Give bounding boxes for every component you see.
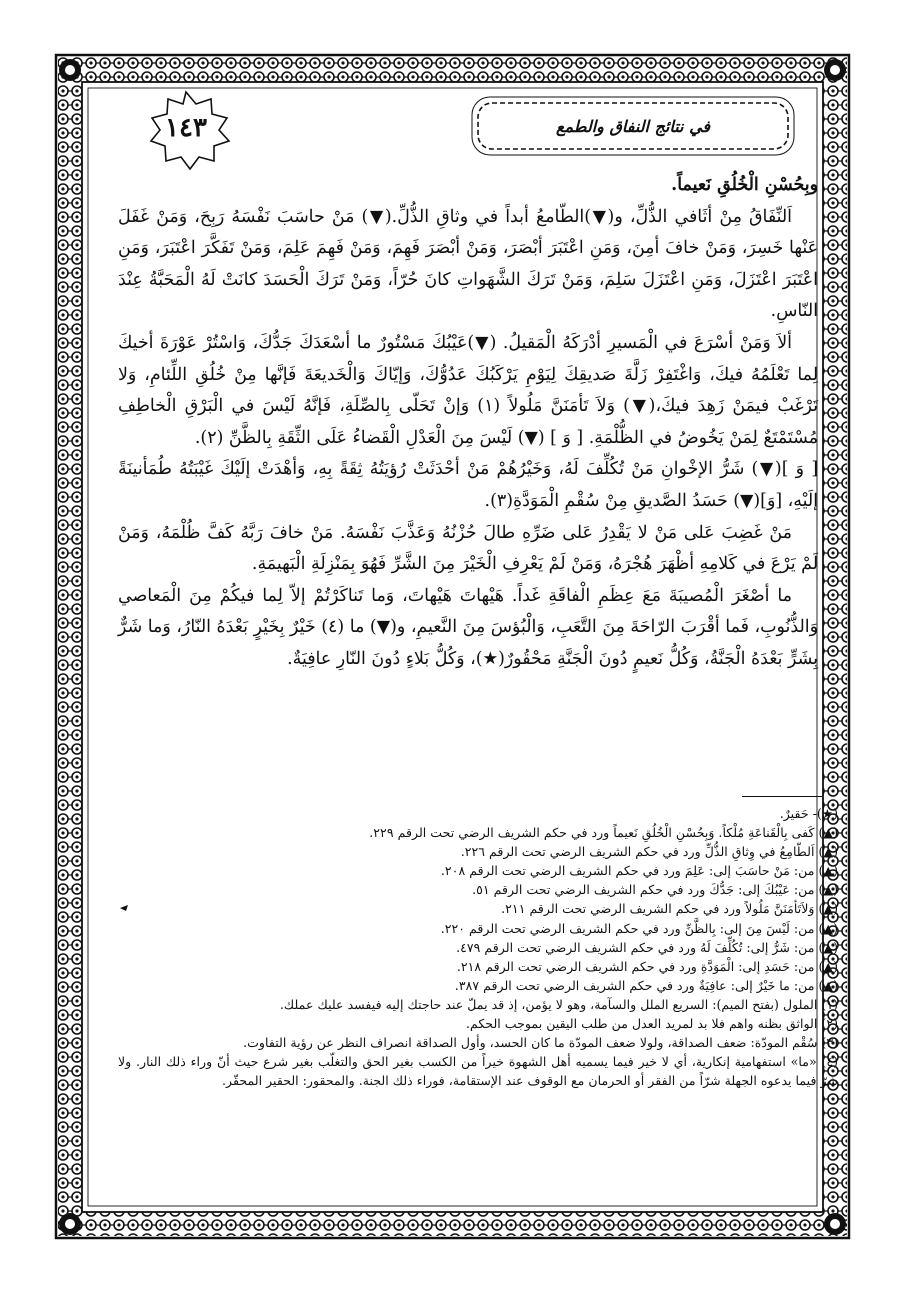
footnotes — [118, 804, 838, 1090]
footnote-reference: (▲) من: ما خَيْرٌ إلى: عافِيَةٌ ورد في حكم الشريف الرضي تحت الرقم ٣٨٧. — [454, 977, 838, 993]
footnote-reference: (▲) من: لَيْسَ مِنَ إلى: بِالظَّنِّ ورد في حكم الشريف الرضي تحت الرقم ٢٢٠. — [440, 920, 838, 936]
footnote-explanation: (١) الملول (بفتح الميم): السريع الملل والسآمة، وهو لا يؤمن، إذ قد يملّ عند حاجتك إليه فيفسد عليك عملك. — [279, 996, 838, 1012]
paragraph: وبِحُسْنِ الْخُلُقِ نَعيماً. — [671, 175, 818, 195]
paragraph: اَلنِّفَاقُ مِنْ أثَافي الذُّلِّ، و(▼)الطّامعُ أبداً في وثاقِ الذُّلِّ.(▼) مَنْ حاسَبَ نَفْسَهُ رَبِحَ، وَمَنْ غَفَلَ عَنْها خَسِرَ، وَمَنْ خافَ أمِنَ، وَمَنِ اعْتَبَرَ أبْصَرَ، وَمَنْ أبْصَرَ فَهِمَ، وَمَنْ فَهِمَ عَلِمَ، وَمَنْ تَفَكَّرَ اعْتَبَرَ، وَمَنِ اعْتَبَرَ اعْتَزَلَ، وَمَنِ اعْتَزَلَ سَلِمَ، وَمَنْ تَرَكَ الشَّهَواتِ كانَ حُرّاً، وَمَنْ تَرَكَ الْحَسَدَ كانَتْ لَهُ الْمَحَبَّةُ عِنْدَ النّاسِ. — [118, 206, 818, 322]
paragraph: مَنْ غَضِبَ عَلى مَنْ لا يَقْدِرُ عَلى ضَرِّهِ طالَ حُزْنُهُ وَعَذَّبَ نَفْسَهُ. مَنْ خافَ رَبَّهُ كَفَّ ظُلْمَهُ، وَمَنْ لَمْ يَرْعَ في كَلامِهِ أظْهَرَ هُجْرَهُ، وَمَنْ لَمْ يَعْرِفِ الْخَيْرَ مِنَ الشَّرِّ فَهُوَ بِمَنْزِلَةِ الْبَهيمَةِ. — [118, 522, 818, 575]
footnote-separator — [742, 796, 822, 797]
footnote-reference: (▲) من: شَرُّ إلى: تُكُلِّفَ لَهُ ورد في حكم الشريف الرضي تحت الرقم ٤٧٩. — [456, 939, 838, 955]
paragraph: ألاَ وَمَنْ أسْرَعَ في الْمَسيرِ أدْرَكَهُ الْمَقيلُ. (▼)عَيْبُكَ مَسْتُورٌ ما أسْعَدَكَ جَدُّكَ، وَاسْتُرْ عَوْرَةَ أخيكَ لِما تَعْلَمُهُ فيكَ، وَاغْتَفِرْ زَلَّةَ صَديقِكَ لِيَوْمِ يَرْكَبُكَ عَدُوُّكَ، وَإيّاكَ وَالْخَديعَةَ فَإنَّها مِنْ خُلُقِ اللِّئامِ، وَلا تَرْغَبْ فيمَنْ زَهِدَ فيكَ،(▼) وَلاَ تَأمَنَنَّ مَلُولاً (١) وَإنْ تَحَلّى بِالصِّلَةِ، فَإنَّهُ لَيْسَ في الْبَرْقِ الْخاطِفِ مُسْتَمْتَعٌ لِمَنْ يَخُوضُ في الظُّلْمَةِ. [ وَ ] (▼) لَيْسَ مِنَ الْعَدْلِ الْقَضاءُ عَلَى الثِّقَةِ بِالظَّنِّ (٢). — [118, 332, 818, 448]
paragraph: ما أصْغَرَ الْمُصيبَةَ مَعَ عِظَمِ الْفاقَةِ غَداً. هَيْهاتَ هَيْهاتَ، وَما تَناكَرْتُمْ إلاّ لِما فيكُمْ مِنَ الْمَعاصي وَالذُّنُوبِ، فَما أقْرَبَ الرّاحَةَ مِنَ التَّعَبِ، وَالْبُؤسَ مِنَ النَّعيمِ، و(▼) ما (٤) خَيْرٌ بِخَيْرٍ بَعْدَهُ النّارُ، وَما شَرٌّ بِشَرٍّ بَعْدَهُ الْجَنَّةُ، وَكُلُّ نَعيمٍ دُونَ الْجَنَّةِ مَحْقُورٌ(★)، وَكُلُّ بَلاءٍ دُونَ النّارِ عافِيَةٌ. — [118, 585, 818, 669]
footnote-explanation: (٣) سُقْم المودّة: ضعف الصداقة، ولولا ضعف المودّة ما كان الحسد، وأول الصداقة انصراف النظر عن رؤية التفاوت. — [243, 1035, 838, 1051]
footnote-reference: (▲) وَلاَتَأمَنَنَّ مَلُولاً ورد في حكم الشريف الرضي تحت الرقم ٢١١. — [501, 901, 838, 917]
footnote-reference: (▲) من: مَنْ حاسَبَ إلى: عَلِمَ ورد في حكم الشريف الرضي تحت الرقم ٢٠٨. — [440, 863, 838, 879]
footnote-star: (★)- حَقيرٌ. — [779, 806, 838, 821]
footnote-reference: (▲) كَفى بِالْقَناعَةِ مُلْكاً. وَبِحُسْنِ الْخُلُقِ نَعيماً ورد في حكم الشريف الرضي تحت الرقم ٢٢٩. — [369, 825, 838, 841]
footnote-reference: (▲) اَلطّامِعُ في وِثاقِ الذُّلِّ ورد في حكم الشريف الرضي تحت الرقم ٢٢٦. — [460, 844, 838, 860]
footnote-explanation: (٢) الواثق بظنه واهم فلا بد لمريد العدل من طلب اليقين بموجب الحكم. — [465, 1016, 838, 1032]
main-text — [118, 170, 818, 676]
footnote-explanation: (٤) «ما» استفهامية إنكارية، أي لا خير فيما يسميه أهل الشهوة خيراً من الكسب بغير الحق والتغلّب بغير شرع حيث أنّ وراء ذلك النار. ولا شرّ فيما يدعوه الجهلة شرّاً من الفقر أو الحرمان مع الوقوف عند الإستقامة، فوراء ذلك الجنة. والمحقور: الحقير المحقّر. — [118, 1054, 838, 1089]
paragraph: [ وَ ](▼) شَرُّ الإخْوانِ مَنْ تُكُلِّفَ لَهُ، وَخَيْرُهُمْ مَنْ أحْدَثَتْ رُؤيَتُهُ ثِقَةً بِهِ، وَأهْدَتْ إلَيْكَ غَيْبَتُهُ طُمَأنينَةً إلَيْهِ، [وَ](▼) حَسَدُ الصَّديقِ مِنْ سُقْمِ الْمَوَدَّةِ(٣). — [118, 459, 818, 511]
footnote-reference: (▲) من: حَسَدِ إلى: الْمَوَدَّةِ ورد في حكم الشريف الرضي تحت الرقم ٢١٨. — [456, 958, 838, 974]
page-number: ١٤٣ — [165, 113, 207, 143]
running-header-title: في نتائج النفاق والطمع — [555, 116, 711, 136]
footnote-reference: (▲) من: عَيْبُكَ إلى: جَدُّكَ ورد في حكم الشريف الرضي تحت الرقم ٥١. — [472, 882, 838, 898]
